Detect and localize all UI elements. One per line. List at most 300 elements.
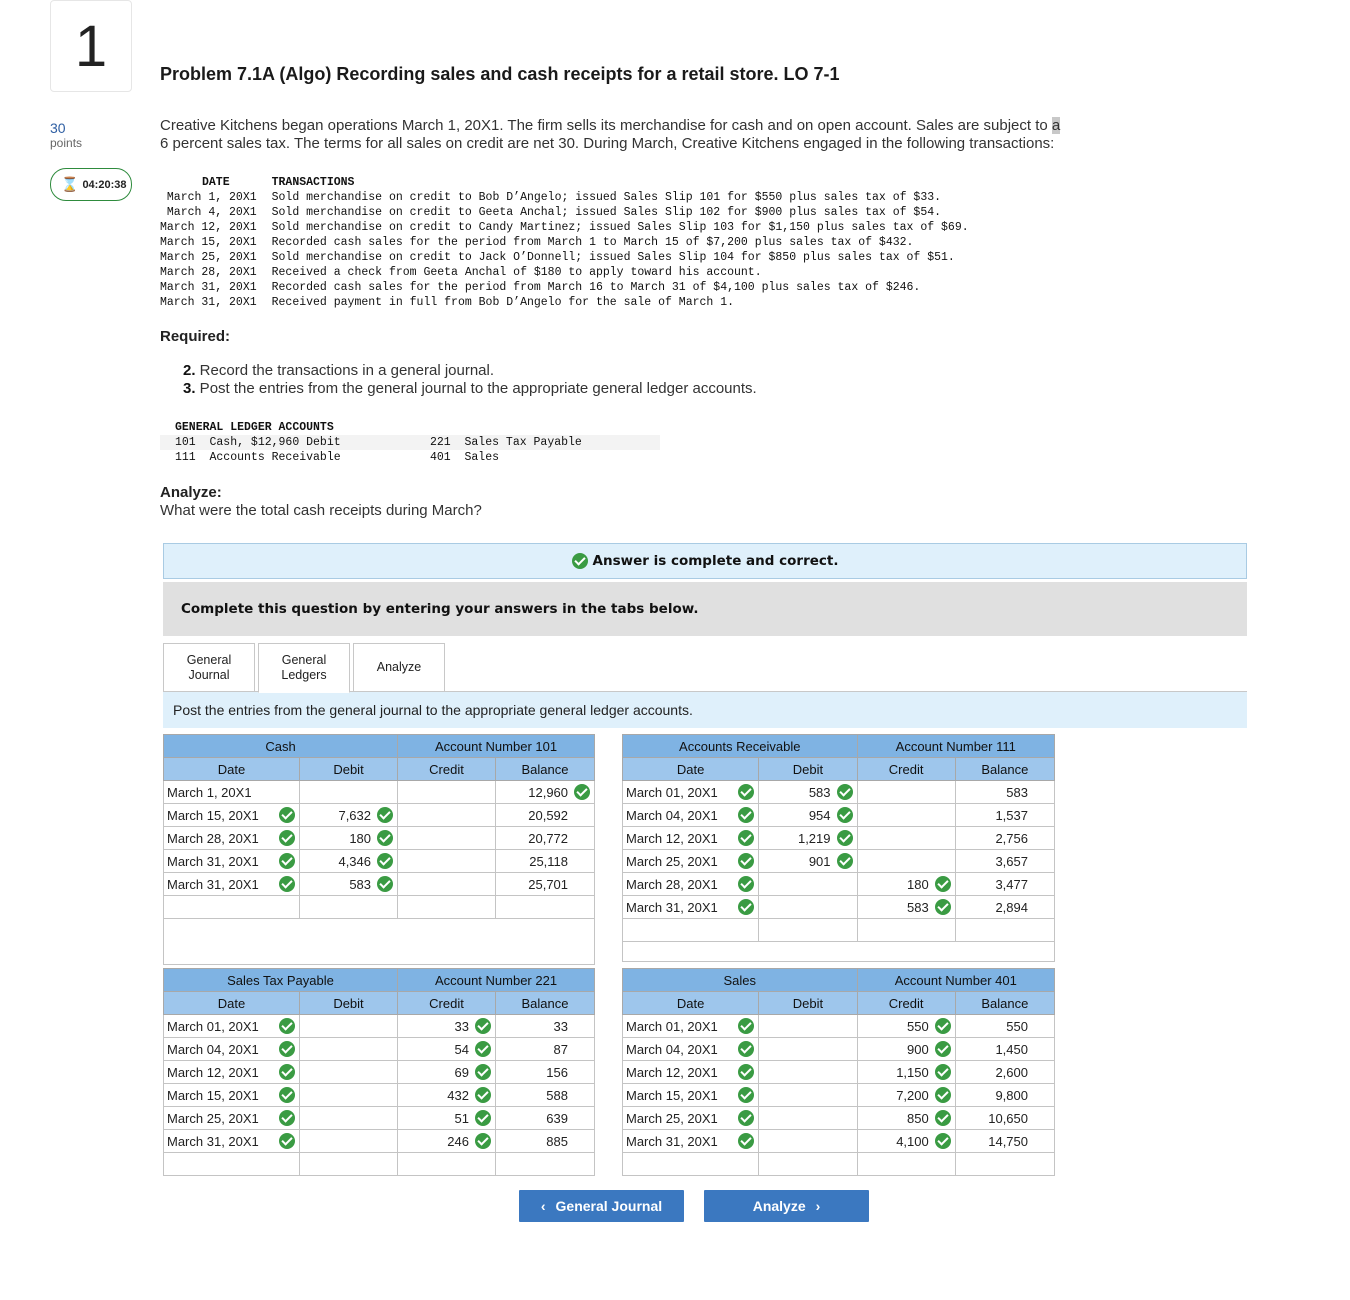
ledger-date-cell[interactable]: [623, 873, 759, 896]
ledger-balance-value: 3,477: [995, 876, 1028, 892]
checkmark-icon: [837, 807, 853, 823]
ledger-debit-cell[interactable]: [300, 1015, 398, 1038]
checkmark-icon: [279, 876, 295, 892]
transaction-row: [160, 190, 969, 205]
ledger-debit-cell[interactable]: [759, 827, 857, 850]
ledger-debit-value: 1,219: [797, 830, 831, 846]
ledger-date-value: March 25, 20X1: [626, 853, 718, 869]
ledger-balance-cell[interactable]: [955, 781, 1054, 804]
transaction-text: Received a check from Geeta Anchal of $180 to apply toward his account.: [271, 266, 762, 279]
ledger-balance-value: 9,800: [995, 1087, 1028, 1103]
analyze-question: What were the total cash receipts during March?: [160, 502, 482, 519]
checkmark-icon: [738, 830, 754, 846]
checkmark-icon: [279, 853, 295, 869]
ledger-balance-value: 885: [546, 1133, 568, 1149]
gl-account-right: 401 Sales: [430, 451, 500, 464]
transaction-date: March 12, 20X1: [160, 221, 257, 234]
transaction-text: Recorded cash sales for the period from March 16 to March 31 of $4,100 plus sales tax of $246.: [271, 281, 921, 294]
ledger-row: [164, 873, 595, 896]
ledger-balance-value: 12,960: [528, 784, 569, 800]
checkmark-icon: [837, 853, 853, 869]
banner-text: Answer is complete and correct.: [592, 553, 839, 569]
ledger-account-number: Account Number 101: [398, 735, 595, 758]
ledger-empty-cell[interactable]: [300, 896, 398, 919]
checkmark-icon: [279, 1041, 295, 1057]
ledger-empty-cell[interactable]: [496, 896, 595, 919]
ledger-credit-cell[interactable]: [857, 1107, 955, 1130]
ledger-date-cell[interactable]: [623, 896, 759, 919]
timer-value: 04:20:38: [82, 178, 127, 191]
ledger-date-cell[interactable]: [623, 827, 759, 850]
ledger-balance-value: 550: [1006, 1018, 1028, 1034]
required-item-3: [183, 380, 757, 398]
next-button-label: Analyze: [752, 1198, 806, 1214]
ledger-empty-cell[interactable]: [759, 919, 857, 942]
checkmark-icon: [738, 1018, 754, 1034]
col-date: Date: [164, 758, 300, 781]
points-value: 30: [50, 120, 66, 136]
ledger-date-cell[interactable]: [623, 1038, 759, 1061]
ledger-balance-cell[interactable]: [955, 1084, 1054, 1107]
ledger-credit-cell[interactable]: [398, 873, 496, 896]
ledger-credit-value: 583: [907, 899, 929, 915]
item-number: 3.: [183, 380, 196, 397]
ledger-date-value: March 15, 20X1: [167, 807, 259, 823]
ledger-credit-cell[interactable]: [857, 850, 955, 873]
checkmark-icon: [377, 807, 393, 823]
chevron-left-icon: ‹: [540, 1198, 546, 1214]
ledger-balance-cell[interactable]: [955, 804, 1054, 827]
checkmark-icon: [377, 830, 393, 846]
ledger-debit-value: 954: [808, 807, 831, 823]
ledger-date-value: March 25, 20X1: [167, 1110, 259, 1126]
ledger-empty-cell[interactable]: [857, 1153, 955, 1176]
checkmark-icon: [279, 1064, 295, 1080]
checkmark-icon: [935, 1041, 951, 1057]
gl-accounts-header: GENERAL LEDGER ACCOUNTS: [175, 421, 334, 434]
ledger-account-number: Account Number 221: [398, 969, 595, 992]
ledger-balance-cell[interactable]: [955, 1061, 1054, 1084]
ledger-balance-value: 639: [546, 1110, 568, 1126]
ledger-debit-value: 4,346: [338, 853, 372, 869]
ledger-balance-value: 25,118: [529, 853, 569, 869]
transaction-text: Recorded cash sales for the period from March 1 to March 15 of $7,200 plus sales tax of $432.: [271, 236, 914, 249]
ledger-balance-cell[interactable]: [496, 827, 595, 850]
item-text: Record the transactions in a general journal.: [195, 362, 495, 379]
ledger-debit-cell[interactable]: [300, 781, 398, 804]
col-credit: Credit: [398, 758, 496, 781]
ledger-empty-cell[interactable]: [955, 919, 1054, 942]
ledger-balance-cell[interactable]: [955, 850, 1054, 873]
ledger-balance-cell[interactable]: [496, 1084, 595, 1107]
ledger-debit-cell[interactable]: [759, 1107, 857, 1130]
transaction-text: Received payment in full from Bob D’Angelo for the sale of March 1.: [271, 296, 735, 309]
transaction-date: March 15, 20X1: [160, 236, 257, 249]
ledger-balance-cell[interactable]: [955, 873, 1054, 896]
ledger-date-value: March 15, 20X1: [626, 1087, 718, 1103]
ledger-date-cell[interactable]: [164, 827, 300, 850]
ledger-blank-block: [164, 919, 595, 965]
timer-badge: [50, 168, 132, 201]
analyze-heading: Analyze:: [160, 484, 222, 501]
ledger-credit-cell[interactable]: [857, 1084, 955, 1107]
intro-text-1: Creative Kitchens began operations March 1, 20X1. The firm sells its merchandise for cash and on open account. Sales are subject to: [160, 117, 1052, 134]
ledger-row: [164, 827, 595, 850]
checkmark-icon: [935, 1110, 951, 1126]
ledger-debit-cell[interactable]: [759, 896, 857, 919]
ledger-date-value: March 1, 20X1: [167, 784, 252, 800]
chevron-right-icon: ›: [815, 1198, 821, 1214]
ledger-balance-value: 583: [1006, 784, 1028, 800]
ledger-credit-value: 1,150: [896, 1064, 929, 1080]
gl-accounts-list: [160, 420, 660, 465]
ledger-empty-cell[interactable]: [496, 1153, 595, 1176]
ledger-credit-cell[interactable]: [857, 827, 955, 850]
ledger-balance-cell[interactable]: [496, 1038, 595, 1061]
ledger-balance-value: 10,650: [988, 1110, 1028, 1126]
ledger-empty-cell[interactable]: [300, 1153, 398, 1176]
ledger-credit-cell[interactable]: [857, 1061, 955, 1084]
ledger-date-value: March 15, 20X1: [167, 1087, 259, 1103]
ledger-date-value: March 28, 20X1: [167, 830, 259, 846]
checkmark-icon: [738, 876, 754, 892]
ledger-credit-cell[interactable]: [398, 1084, 496, 1107]
col-debit: Debit: [759, 992, 857, 1015]
ledger-date-cell[interactable]: [164, 1061, 300, 1084]
ledger-empty-cell[interactable]: [164, 896, 300, 919]
transaction-text: Sold merchandise on credit to Candy Martinez; issued Sales Slip 103 for $1,150 plus sales tax of $69.: [271, 221, 969, 234]
ledger-debit-cell[interactable]: [759, 850, 857, 873]
checkmark-icon: [475, 1041, 491, 1057]
ledger-empty-cell[interactable]: [955, 1153, 1054, 1176]
tab-analyze[interactable]: Analyze: [353, 643, 445, 692]
checkmark-icon: [935, 1087, 951, 1103]
checkmark-icon: [279, 1018, 295, 1034]
ledger-empty-row: [623, 1153, 1055, 1176]
ledger-debit-cell[interactable]: [300, 1084, 398, 1107]
ledger-credit-value: 54: [454, 1041, 469, 1057]
required-heading: Required:: [160, 328, 231, 345]
col-debit: Debit: [759, 758, 857, 781]
checkmark-icon: [279, 1110, 295, 1126]
ledger-date-cell[interactable]: [623, 1107, 759, 1130]
post-instruction: Post the entries from the general journal to the appropriate general ledger accounts.: [163, 692, 1247, 728]
transaction-row: [160, 235, 969, 250]
instruction-box: Complete this question by entering your answers in the tabs below.: [163, 582, 1247, 636]
col-balance: Balance: [955, 992, 1054, 1015]
ledger-balance-value: 33: [553, 1018, 568, 1034]
ledger-credit-cell[interactable]: [398, 850, 496, 873]
ledger-row: [623, 1130, 1055, 1153]
item-text: Post the entries from the general journal to the appropriate general ledger accounts.: [195, 380, 757, 397]
checkmark-icon: [935, 899, 951, 915]
ledger-date-cell[interactable]: [164, 850, 300, 873]
ledger-account-number: Account Number 111: [857, 735, 1054, 758]
checkmark-icon: [738, 1064, 754, 1080]
ledger-date-cell[interactable]: [623, 781, 759, 804]
ledger-date-value: March 31, 20X1: [626, 899, 718, 915]
ledger-credit-cell[interactable]: [857, 781, 955, 804]
gl-account-left: 101 Cash, $12,960 Debit: [175, 436, 341, 449]
ledger-date-value: March 12, 20X1: [167, 1064, 259, 1080]
ledger-credit-value: 900: [907, 1041, 929, 1057]
ledger-credit-cell[interactable]: [398, 1038, 496, 1061]
ledger-date-cell[interactable]: [164, 1107, 300, 1130]
ledger-row: [164, 1130, 595, 1153]
ledger-balance-value: 25,701: [528, 876, 569, 892]
ledger-debit-cell[interactable]: [300, 873, 398, 896]
ledger-sales: [622, 968, 1055, 1176]
prev-general-journal-button[interactable]: [519, 1190, 684, 1222]
checkmark-icon: [738, 1110, 754, 1126]
ledger-debit-cell[interactable]: [759, 873, 857, 896]
checkmark-icon: [475, 1064, 491, 1080]
col-credit: Credit: [857, 992, 955, 1015]
transactions-table: [160, 175, 969, 310]
gl-account-right: 221 Sales Tax Payable: [430, 436, 582, 449]
ledger-empty-cell[interactable]: [623, 919, 759, 942]
ledger-date-cell[interactable]: [164, 1130, 300, 1153]
ledger-debit-cell[interactable]: [759, 1084, 857, 1107]
col-balance: Balance: [496, 992, 595, 1015]
checkmark-icon: [279, 830, 295, 846]
checkmark-icon: [377, 876, 393, 892]
transaction-row: [160, 295, 969, 310]
transaction-date: March 28, 20X1: [160, 266, 257, 279]
transaction-text: Sold merchandise on credit to Geeta Anchal; issued Sales Slip 102 for $900 plus sales tax of $54.: [271, 206, 942, 219]
ledger-debit-value: 583: [349, 876, 372, 892]
ledger-empty-cell[interactable]: [759, 1153, 857, 1176]
ledger-credit-cell[interactable]: [398, 781, 496, 804]
ledger-row: [623, 873, 1055, 896]
ledger-balance-value: 20,592: [528, 807, 569, 823]
checkmark-icon: [935, 1133, 951, 1149]
tab-bar: [163, 643, 445, 692]
ledger-balance-cell[interactable]: [496, 781, 595, 804]
ledger-balance-value: 156: [546, 1064, 568, 1080]
ledger-balance-value: 87: [553, 1041, 568, 1057]
ledger-date-cell[interactable]: [164, 781, 300, 804]
ledger-date-cell[interactable]: [623, 804, 759, 827]
ledger-balance-cell[interactable]: [955, 1038, 1054, 1061]
checkmark-icon: [279, 1133, 295, 1149]
ledger-balance-cell[interactable]: [496, 1130, 595, 1153]
ledger-date-value: March 31, 20X1: [167, 853, 259, 869]
checkmark-icon: [738, 1087, 754, 1103]
ledger-row: [164, 1107, 595, 1130]
checkmark-icon: [935, 1064, 951, 1080]
ledger-credit-value: 850: [907, 1110, 929, 1126]
ledger-debit-cell[interactable]: [759, 1015, 857, 1038]
ledger-credit-cell[interactable]: [857, 804, 955, 827]
col-date: Date: [164, 992, 300, 1015]
ledger-credit-value: 432: [447, 1087, 469, 1103]
ledger-row: [623, 1038, 1055, 1061]
col-date: Date: [623, 758, 759, 781]
ledger-balance-cell[interactable]: [496, 1015, 595, 1038]
col-credit: Credit: [857, 758, 955, 781]
ledger-debit-cell[interactable]: [300, 804, 398, 827]
ledger-debit-cell[interactable]: [300, 1107, 398, 1130]
ledger-debit-cell[interactable]: [759, 804, 857, 827]
ledger-balance-cell[interactable]: [955, 1015, 1054, 1038]
ledger-date-cell[interactable]: [164, 1084, 300, 1107]
ledger-date-cell[interactable]: [623, 1130, 759, 1153]
ledger-credit-value: 69: [454, 1064, 469, 1080]
ledger-credit-cell[interactable]: [857, 1015, 955, 1038]
ledger-balance-cell[interactable]: [955, 1107, 1054, 1130]
ledger-account-number: Account Number 401: [857, 969, 1054, 992]
ledger-credit-cell[interactable]: [398, 827, 496, 850]
ledger-date-cell[interactable]: [164, 873, 300, 896]
ledger-balance-cell[interactable]: [496, 1061, 595, 1084]
ledger-credit-value: 246: [447, 1133, 469, 1149]
ledger-row: [164, 1015, 595, 1038]
checkmark-icon: [738, 1133, 754, 1149]
ledger-sales-tax-payable: [163, 968, 595, 1176]
ledger-blank-area: [623, 942, 1055, 962]
ledger-empty-cell[interactable]: [623, 1153, 759, 1176]
ledger-balance-cell[interactable]: [955, 1130, 1054, 1153]
problem-title: Problem 7.1A (Algo) Recording sales and cash receipts for a retail store. LO 7-1: [160, 64, 840, 84]
ledger-date-cell[interactable]: [623, 850, 759, 873]
points-display: [50, 120, 82, 150]
ledger-debit-cell[interactable]: [300, 850, 398, 873]
ledger-date-value: March 25, 20X1: [626, 1110, 718, 1126]
ledger-account-name: Sales: [623, 969, 858, 992]
answer-status-banner: [163, 543, 1247, 579]
ledger-empty-cell[interactable]: [398, 896, 496, 919]
transaction-row: [160, 265, 969, 280]
ledger-empty-row: [164, 896, 595, 919]
ledger-debit-value: 7,632: [338, 807, 372, 823]
ledger-date-cell[interactable]: [623, 1015, 759, 1038]
ledger-credit-cell[interactable]: [857, 1038, 955, 1061]
ledger-account-name: Accounts Receivable: [623, 735, 858, 758]
transaction-row: [160, 280, 969, 295]
ledger-empty-cell[interactable]: [164, 1153, 300, 1176]
ledger-row: [623, 1107, 1055, 1130]
gl-accounts-row: [160, 450, 660, 465]
checkmark-icon: [279, 807, 295, 823]
points-label: points: [50, 136, 83, 150]
ledger-debit-cell[interactable]: [759, 1130, 857, 1153]
ledger-balance-value: 14,750: [988, 1133, 1028, 1149]
ledger-credit-cell[interactable]: [857, 873, 955, 896]
ledger-debit-cell[interactable]: [300, 1061, 398, 1084]
ledger-balance-cell[interactable]: [955, 827, 1054, 850]
transactions-column-header: TRANSACTIONS: [271, 176, 355, 189]
ledger-date-value: March 12, 20X1: [626, 830, 718, 846]
ledger-debit-cell[interactable]: [300, 1038, 398, 1061]
ledger-cash: [163, 734, 595, 965]
ledger-balance-cell[interactable]: [496, 850, 595, 873]
ledger-balance-cell[interactable]: [496, 1107, 595, 1130]
ledger-blank-block: [623, 942, 1055, 962]
next-analyze-button[interactable]: [704, 1190, 869, 1222]
ledger-credit-cell[interactable]: [398, 1130, 496, 1153]
ledger-empty-cell[interactable]: [857, 919, 955, 942]
ledger-credit-value: 51: [454, 1110, 469, 1126]
ledger-date-value: March 01, 20X1: [626, 784, 718, 800]
ledger-balance-cell[interactable]: [496, 804, 595, 827]
transaction-date: March 4, 20X1: [166, 206, 257, 219]
ledger-credit-cell[interactable]: [398, 1107, 496, 1130]
checkmark-icon: [572, 553, 588, 569]
ledger-accounts-receivable: [622, 734, 1055, 962]
transaction-text: Sold merchandise on credit to Jack O’Donnell; issued Sales Slip 104 for $850 plus sales tax of $51.: [271, 251, 955, 264]
ledger-row: [623, 1084, 1055, 1107]
transaction-date: March 31, 20X1: [160, 281, 257, 294]
ledger-debit-cell[interactable]: [759, 1061, 857, 1084]
ledger-balance-value: 20,772: [528, 830, 569, 846]
ledger-credit-cell[interactable]: [398, 1015, 496, 1038]
checkmark-icon: [279, 1087, 295, 1103]
checkmark-icon: [574, 784, 590, 800]
checkmark-icon: [837, 830, 853, 846]
ledger-date-cell[interactable]: [164, 804, 300, 827]
transaction-date: March 25, 20X1: [160, 251, 257, 264]
ledger-date-cell[interactable]: [623, 1061, 759, 1084]
ledger-credit-cell[interactable]: [398, 1061, 496, 1084]
ledger-date-value: March 31, 20X1: [167, 876, 259, 892]
ledger-row: [164, 850, 595, 873]
ledger-date-cell[interactable]: [164, 1038, 300, 1061]
col-balance: Balance: [955, 758, 1054, 781]
ledger-debit-cell[interactable]: [300, 827, 398, 850]
tab-general-journal[interactable]: General Journal: [163, 643, 255, 692]
ledger-row: [164, 1061, 595, 1084]
required-item-2: [183, 362, 757, 380]
ledger-account-name: Cash: [164, 735, 398, 758]
ledger-empty-cell[interactable]: [398, 1153, 496, 1176]
col-debit: Debit: [300, 758, 398, 781]
question-number: 1: [50, 0, 132, 92]
col-balance: Balance: [496, 758, 595, 781]
ledger-date-value: March 01, 20X1: [626, 1018, 718, 1034]
ledger-date-cell[interactable]: [164, 1015, 300, 1038]
ledger-account-name: Sales Tax Payable: [164, 969, 398, 992]
checkmark-icon: [935, 1018, 951, 1034]
ledger-balance-value: 2,894: [995, 899, 1028, 915]
ledger-row: [164, 1038, 595, 1061]
checkmark-icon: [475, 1133, 491, 1149]
tab-general-ledgers[interactable]: General Ledgers: [258, 643, 350, 693]
checkmark-icon: [738, 784, 754, 800]
ledger-credit-cell[interactable]: [857, 1130, 955, 1153]
ledger-credit-cell[interactable]: [398, 804, 496, 827]
ledger-debit-cell[interactable]: [759, 1038, 857, 1061]
ledger-date-cell[interactable]: [623, 1084, 759, 1107]
ledger-balance-value: 2,600: [995, 1064, 1028, 1080]
ledger-credit-cell[interactable]: [857, 896, 955, 919]
ledger-debit-cell[interactable]: [759, 781, 857, 804]
ledger-empty-row: [623, 919, 1055, 942]
ledger-debit-cell[interactable]: [300, 1130, 398, 1153]
transaction-text: Sold merchandise on credit to Bob D’Angelo; issued Sales Slip 101 for $550 plus sales tax of $33.: [271, 191, 942, 204]
checkmark-icon: [377, 853, 393, 869]
ledger-balance-cell[interactable]: [496, 873, 595, 896]
intro-highlight: a: [1051, 117, 1061, 134]
ledger-date-value: March 31, 20X1: [626, 1133, 718, 1149]
ledger-row: [623, 804, 1055, 827]
checkmark-icon: [475, 1018, 491, 1034]
ledger-balance-cell[interactable]: [955, 896, 1054, 919]
prev-button-label: General Journal: [555, 1198, 663, 1214]
checkmark-icon: [475, 1110, 491, 1126]
ledger-date-value: March 31, 20X1: [167, 1133, 259, 1149]
ledger-date-value: March 04, 20X1: [626, 1041, 718, 1057]
